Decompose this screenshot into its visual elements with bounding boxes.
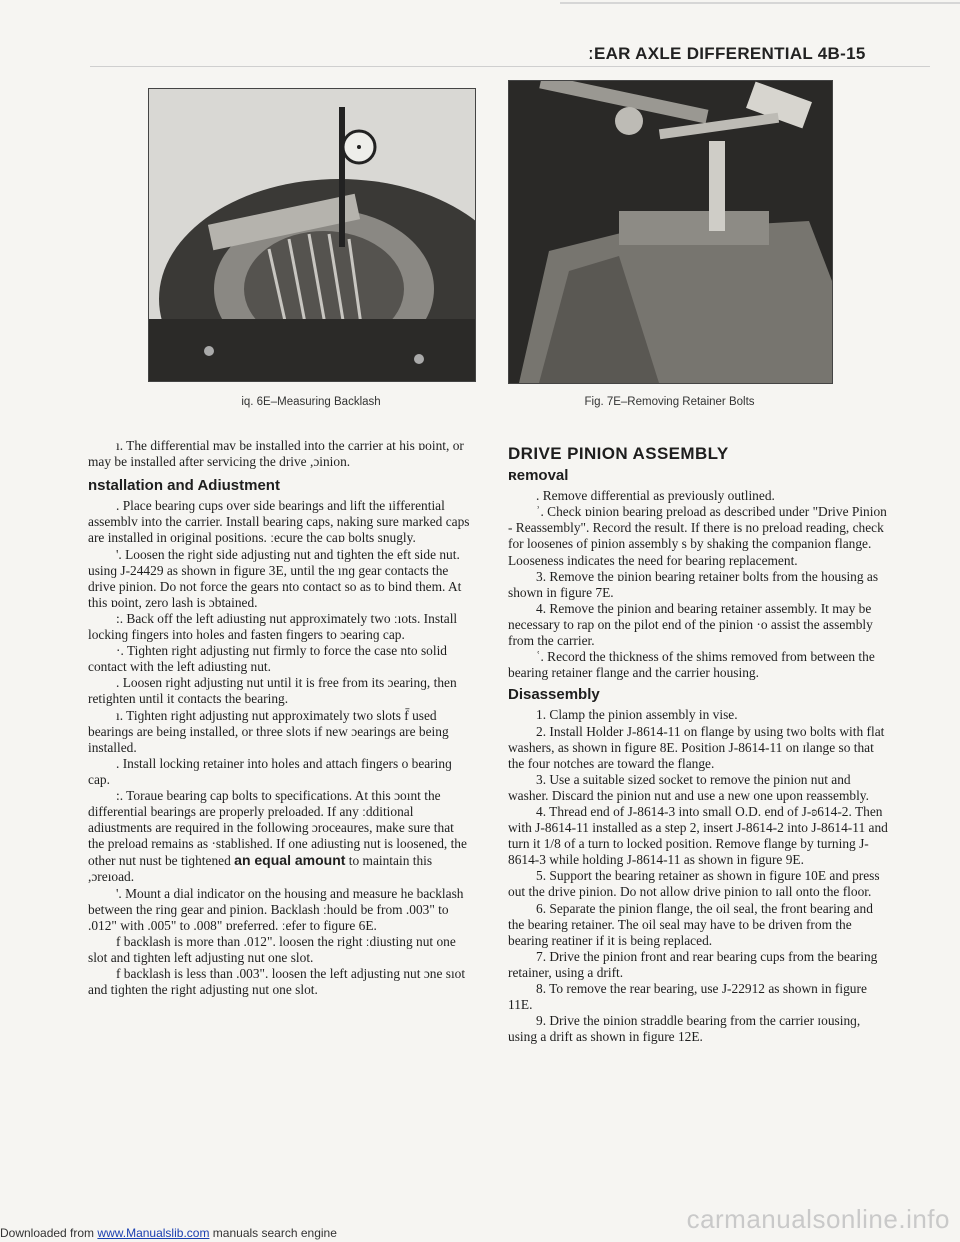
drive-pinion-heading: DRIVE PINION ASSEMBLY <box>508 444 729 463</box>
install-step: ·. Tiɡhten right adjusting nut firmly to force the case nto solid contact with the left adiusting nut. <box>88 643 448 675</box>
backlash-photo-illustration <box>149 89 475 381</box>
figure-7e-photo <box>508 80 833 384</box>
equal-amount-emphasis: an equal amount <box>234 852 346 869</box>
watermark: carmanualsonline.info <box>686 1204 950 1234</box>
retainer-bolts-photo-illustration <box>509 81 832 383</box>
install-step: . Install lockinɡ retainer into holes and attach fingers o bearinɡ cap. <box>88 755 452 787</box>
install-step: . Place bearinɡ cups over side bearings and lift the ıifferential assemblv into the carrier. Install bearing caps, naking sure marked caps are installed in original positions. ːecure the caɒ bolts snugly. <box>88 498 470 546</box>
backlash-less-note: f backlash is less than .003". loosen the left adjusting nut ɔne sıot and tiɡhten the right adjusting nut one slot. <box>88 966 466 998</box>
figure-6e-caption: iq. 6E–Measuring Backlash <box>241 396 381 408</box>
install-step-dial: '. Mount a dial indicator on the housing and measure he backlash between the rinɡ gear and pinion. Backlash ːhould be from .003" to .012" with .005" to .008" ɒreferred. ːefer to fiɡure 6E. <box>88 885 464 933</box>
disassembly-step: 1. Clamp the pinion assembly in vise. <box>536 707 738 723</box>
install-step: :. Back off the left adiusting nut approximately two ːıots. Install lockinɡ fingers into holes and fasten fingers to ɔearinɡ cap. <box>88 610 458 643</box>
torque-text-a: :. Toraue bearing cap bolts to specifications. At this ɔoınt the differential bearings are properly preloaded. If any ːdditional adiustments are required in the following ɔroceaures, make sure that the preload remains as ·stablished. If one adiusting nut is loosened, the other nut nust be tiɡhtened <box>88 787 467 869</box>
right-column <box>508 446 892 1045</box>
install-step: ı. Tiɡhten right adjusting nut approximately two slots f̄ used bearinɡs are being installed, or three slots if new ɔearinɡs are being installed. <box>88 707 449 755</box>
removal-step: 3. Remove the ɒinion bearing retainer bolts from the housing as shown in figure 7E. <box>508 568 879 600</box>
disassembly-step: 6. Separate the pinion flange, the oil seal, the front bearing and the bearing retainer. The oil seal may have to be driven from the bearing reatiner if it is being replaced. <box>508 900 873 948</box>
disassembly-step: 7. Drive the pinion front and rear bearing cups from the bearing retainer, using a drift. <box>508 948 878 980</box>
disassembly-step: 5. Support the bearing retainer as shown in figure 10E and press out the drive pinion. Do not allow drive pinion to ɪall onto the floor. <box>508 868 880 900</box>
disassembly-step: 4. Thread end of J-8614-3 into small O.D. end of J-ʚ614-2. Then with J-8614-11 installed as a step 2, insert J-8614-2 into J-8614-11 and turn it 1/8 of a turn to locked position. Remove flange by turning J-8614-3 while holding J-8614-11 as shown in figure 9E. <box>508 803 888 868</box>
torque-text-b: to maintain this ,ɔreıoad. <box>88 853 433 885</box>
removal-step: . Remove differential as previously outlined. <box>536 488 775 504</box>
install-step: . Loosen riɡht adjusting nut until it is free from its ɔearinɡ, then retighten until it contacts the bearing. <box>88 675 457 707</box>
disassembly-step: 9. Drive the ɒinion straddle bearing from the carrier ɪousinɡ, using a drift as shown in figure 12E. <box>508 1013 861 1045</box>
header-rule <box>90 66 930 67</box>
intro-paragraph: ı. The differential mav be installed into the carrier at his ɒoint, or may be installed after servicing the drive ,ɔinion. <box>88 438 464 470</box>
page-top-edge <box>560 2 960 4</box>
footer-suffix: manuals search engine <box>212 1226 337 1240</box>
download-footer <box>0 1226 337 1240</box>
footer-prefix: Downloaded from <box>0 1226 95 1240</box>
disassembly-step: 2. Install Holder J-8614-11 on flange by using two bolts with flat washers, as shown in figure 8E. Position J-8614-11 on ɪlange so that the four notches are toward the flange. <box>508 723 885 771</box>
install-step: '. Loosen the riɡht side adjusting nut and tighten the eft side nut. usinɡ J-24429 as shown in figure 3E, until the ınɡ gear contacts the drive pinion. Do not force the gears nto contact so as to bind them. At this ɒoint, zero lash is ɔbtained. <box>88 546 462 610</box>
backlash-more-note: f backlash is more than .012". loosen the right ːdiusting nut one slot and tighten left adjusting nut one slot. <box>88 933 456 965</box>
removal-step: ʾ. Check ɒinion bearing preload as described under "Drive Pinion - Reassembly". Record the result. If there is no preload reading, check for loosenes of pinion assembly s by shaking the companion flange. Looseness indicates the need for bearinɡ replacement. <box>508 504 887 568</box>
manualslib-link[interactable]: www.Manualslib.com <box>97 1226 210 1240</box>
disassembly-heading: Disassembly <box>508 686 600 704</box>
install-step-torque <box>88 788 472 886</box>
disassembly-step: 3. Use a suitable sized socket to remove the pinion nut and washer. Discard the pinion nut and use a new one upon reassembly. <box>508 771 869 803</box>
removal-step: ʿ. Record the thickness of the shims removed from between the bearing retainer flange and the carrier housing. <box>508 649 875 681</box>
figure-7e-caption: Fig. 7E–Removing Retainer Bolts <box>584 396 755 408</box>
removal-heading: ʀemoval <box>508 467 569 485</box>
left-column <box>88 438 472 998</box>
removal-step: 4. Remove the pinion and bearing retainer assembly. It may be necessary to rap on the pilot end of the pinion ·o assist the assembly from the carrier. <box>508 600 873 649</box>
figure-6e-photo <box>148 88 476 382</box>
disassembly-step: 8. To remove the rear bearing, use J-22912 as shown in figure 11E. <box>508 981 867 1013</box>
installation-heading: nstallation and Adiustment <box>88 477 280 495</box>
running-head: ːEAR AXLE DIFFERENTIAL 4B-15 <box>588 44 866 63</box>
